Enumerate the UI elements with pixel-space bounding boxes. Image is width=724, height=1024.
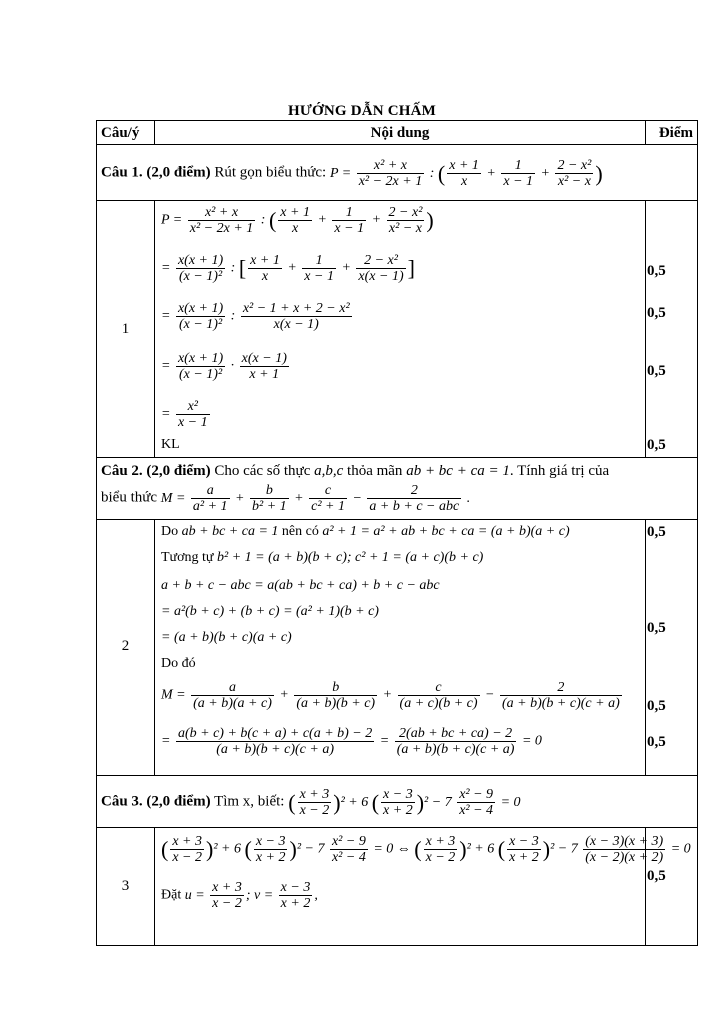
answer-1-step-3: = $\frac{x(x + 1)}{\text{(x − 1)²}}$ : $\frac{\text{x² − 1 + x + 2 − x²}}{x(x - 1)}$: [161, 301, 350, 332]
answer-2-row: [97, 520, 698, 776]
answer-3-step-1: ( $\frac{x + 3}{x - 2}$ )² + 6 ( $\frac{x - 3}{x + 2}$ )² − 7 $\frac{\text{x² − 9}}{\text{x² − 4}}$ = 0 ⇔ ( $\frac{x + 3}{x - 2}$ )² + 6 ( $\frac{x - 3}{x + 2}$ )² − 7 $\frac{(x - 3)(x + 3)}{(x - 2)(x + 2)}$ = 0: [161, 834, 691, 865]
header-content: Nội dung: [370, 125, 430, 141]
answer-3-step-2: Đặt u = $\frac{x + 3}{x - 2}$ ; v = $\frac{x - 3}{x + 2}$ ,: [161, 880, 318, 911]
answer-3-number: 3: [121, 878, 130, 894]
answer-1-step-5: = $\frac{\text{x²}}{x - 1}$: [161, 399, 208, 430]
score-2a: 0,5: [647, 524, 666, 540]
answer-3-row: [97, 828, 698, 946]
answer-2-step-1: Do ab + bc + ca = 1 nên có a² + 1 = a² + ab + bc + ca = (a + b)(a + c): [161, 524, 570, 539]
header-question: Câu/ý: [101, 125, 140, 141]
answer-1-step-1: P = $\frac{\text{x² + x}}{\text{x² − 2x + 1}}$ : ( $\frac{x + 1}{x}$ + $\frac{1}{x - 1}$ + $\frac{\text{2 − x²}}{\text{x² − x}}$ ): [161, 205, 434, 236]
answer-2-step-5: = (a + b)(b + c)(a + c): [161, 630, 292, 645]
question-3-label: Câu 3. (2,0 điểm): [101, 793, 211, 810]
score-3a: 0,5: [647, 868, 666, 884]
score-2d: 0,5: [647, 734, 666, 750]
question-3-row: [97, 776, 698, 828]
answer-1-step-2: = $\frac{x(x + 1)}{\text{(x − 1)²}}$ : [ $\frac{x + 1}{x}$ + $\frac{1}{x - 1}$ + $\frac{\text{2 − x²}}{x(x - 1)}$ ]: [161, 253, 415, 284]
answer-1-conclusion: KL: [161, 437, 180, 452]
grading-table: [96, 120, 698, 946]
score-1a: 0,5: [647, 263, 666, 279]
answer-1-step-4: = $\frac{x(x + 1)}{\text{(x − 1)²}}$ · $\frac{x(x - 1)}{x + 1}$: [161, 351, 287, 382]
question-1-row: [97, 145, 698, 201]
score-1c: 0,5: [647, 363, 666, 379]
answer-2-step-4: = a²(b + c) + (b + c) = (a² + 1)(b + c): [161, 604, 379, 619]
answer-2-step-2: Tương tự b² + 1 = (a + b)(b + c); c² + 1 = (a + c)(b + c): [161, 550, 484, 565]
answer-2-step-3: a + b + c − abc = a(ab + bc + ca) + b + c − abc: [161, 578, 440, 593]
question-2-statement: Câu 2. (2,0 điểm) Cho các số thực a,b,c thỏa mãn ab + bc + ca = 1. Tính giá trị của: [101, 463, 610, 479]
page-title: HƯỚNG DẪN CHẤM: [287, 103, 437, 119]
question-3-statement: Câu 3. (2,0 điểm) Tìm x, biết: ( $\frac{x + 3}{x - 2}$ )² + 6 ( $\frac{x - 3}{x + 2}$ )² − 7 $\frac{\text{x² − 9}}{\text{x² − 4}}$ = 0: [101, 787, 521, 818]
question-2-row: [97, 458, 698, 520]
answer-2-number: 2: [121, 638, 130, 654]
question-1-text: Rút gọn biểu thức:: [214, 164, 327, 181]
answer-1-number: 1: [121, 321, 130, 337]
header-score: Điểm: [658, 125, 693, 141]
score-2c: 0,5: [647, 698, 666, 714]
score-1d: 0,5: [647, 437, 666, 453]
answer-2-step-7: = $\frac{a(b + c) + b(c + a) + c(a + b) - 2}{(a + b)(b + c)(c + a)}$ = $\frac{2(ab + bc + ca) - 2}{(a + b)(b + c)(c + a)}$ = 0: [161, 726, 542, 757]
question-2-expression: biểu thức M = $\frac{a}{\text{a² + 1}}$ + $\frac{b}{\text{b² + 1}}$ + $\frac{c}{\text{c² + 1}}$ − $\frac{2}{\text{a + b + c − abc}}$ .: [101, 483, 471, 514]
score-1b: 0,5: [647, 305, 666, 321]
question-1-statement: Câu 1. (2,0 điểm) Rút gọn biểu thức: P = $\frac{\text{x² + x}}{\text{x² − 2x + 1}}$ : ( $\frac{x + 1}{x}$ + $\frac{1}{x - 1}$ + $\frac{\text{2 − x²}}{\text{x² − x}}$ ): [101, 158, 603, 189]
table-header-row: [97, 121, 698, 145]
answer-2-step-6: M = $\frac{a}{(a + b)(a + c)}$ + $\frac{b}{(a + b)(b + c)}$ + $\frac{c}{(a + c)(b + c)}$ − $\frac{2}{(a + b)(b + c)(c + a)}$: [161, 680, 620, 711]
question-1-label: Câu 1. (2,0 điểm): [101, 164, 211, 181]
score-2b: 0,5: [647, 620, 666, 636]
answer-2-do-do: Do đó: [161, 656, 196, 671]
answer-1-row: [97, 201, 698, 458]
question-2-label: Câu 2. (2,0 điểm): [101, 463, 211, 479]
